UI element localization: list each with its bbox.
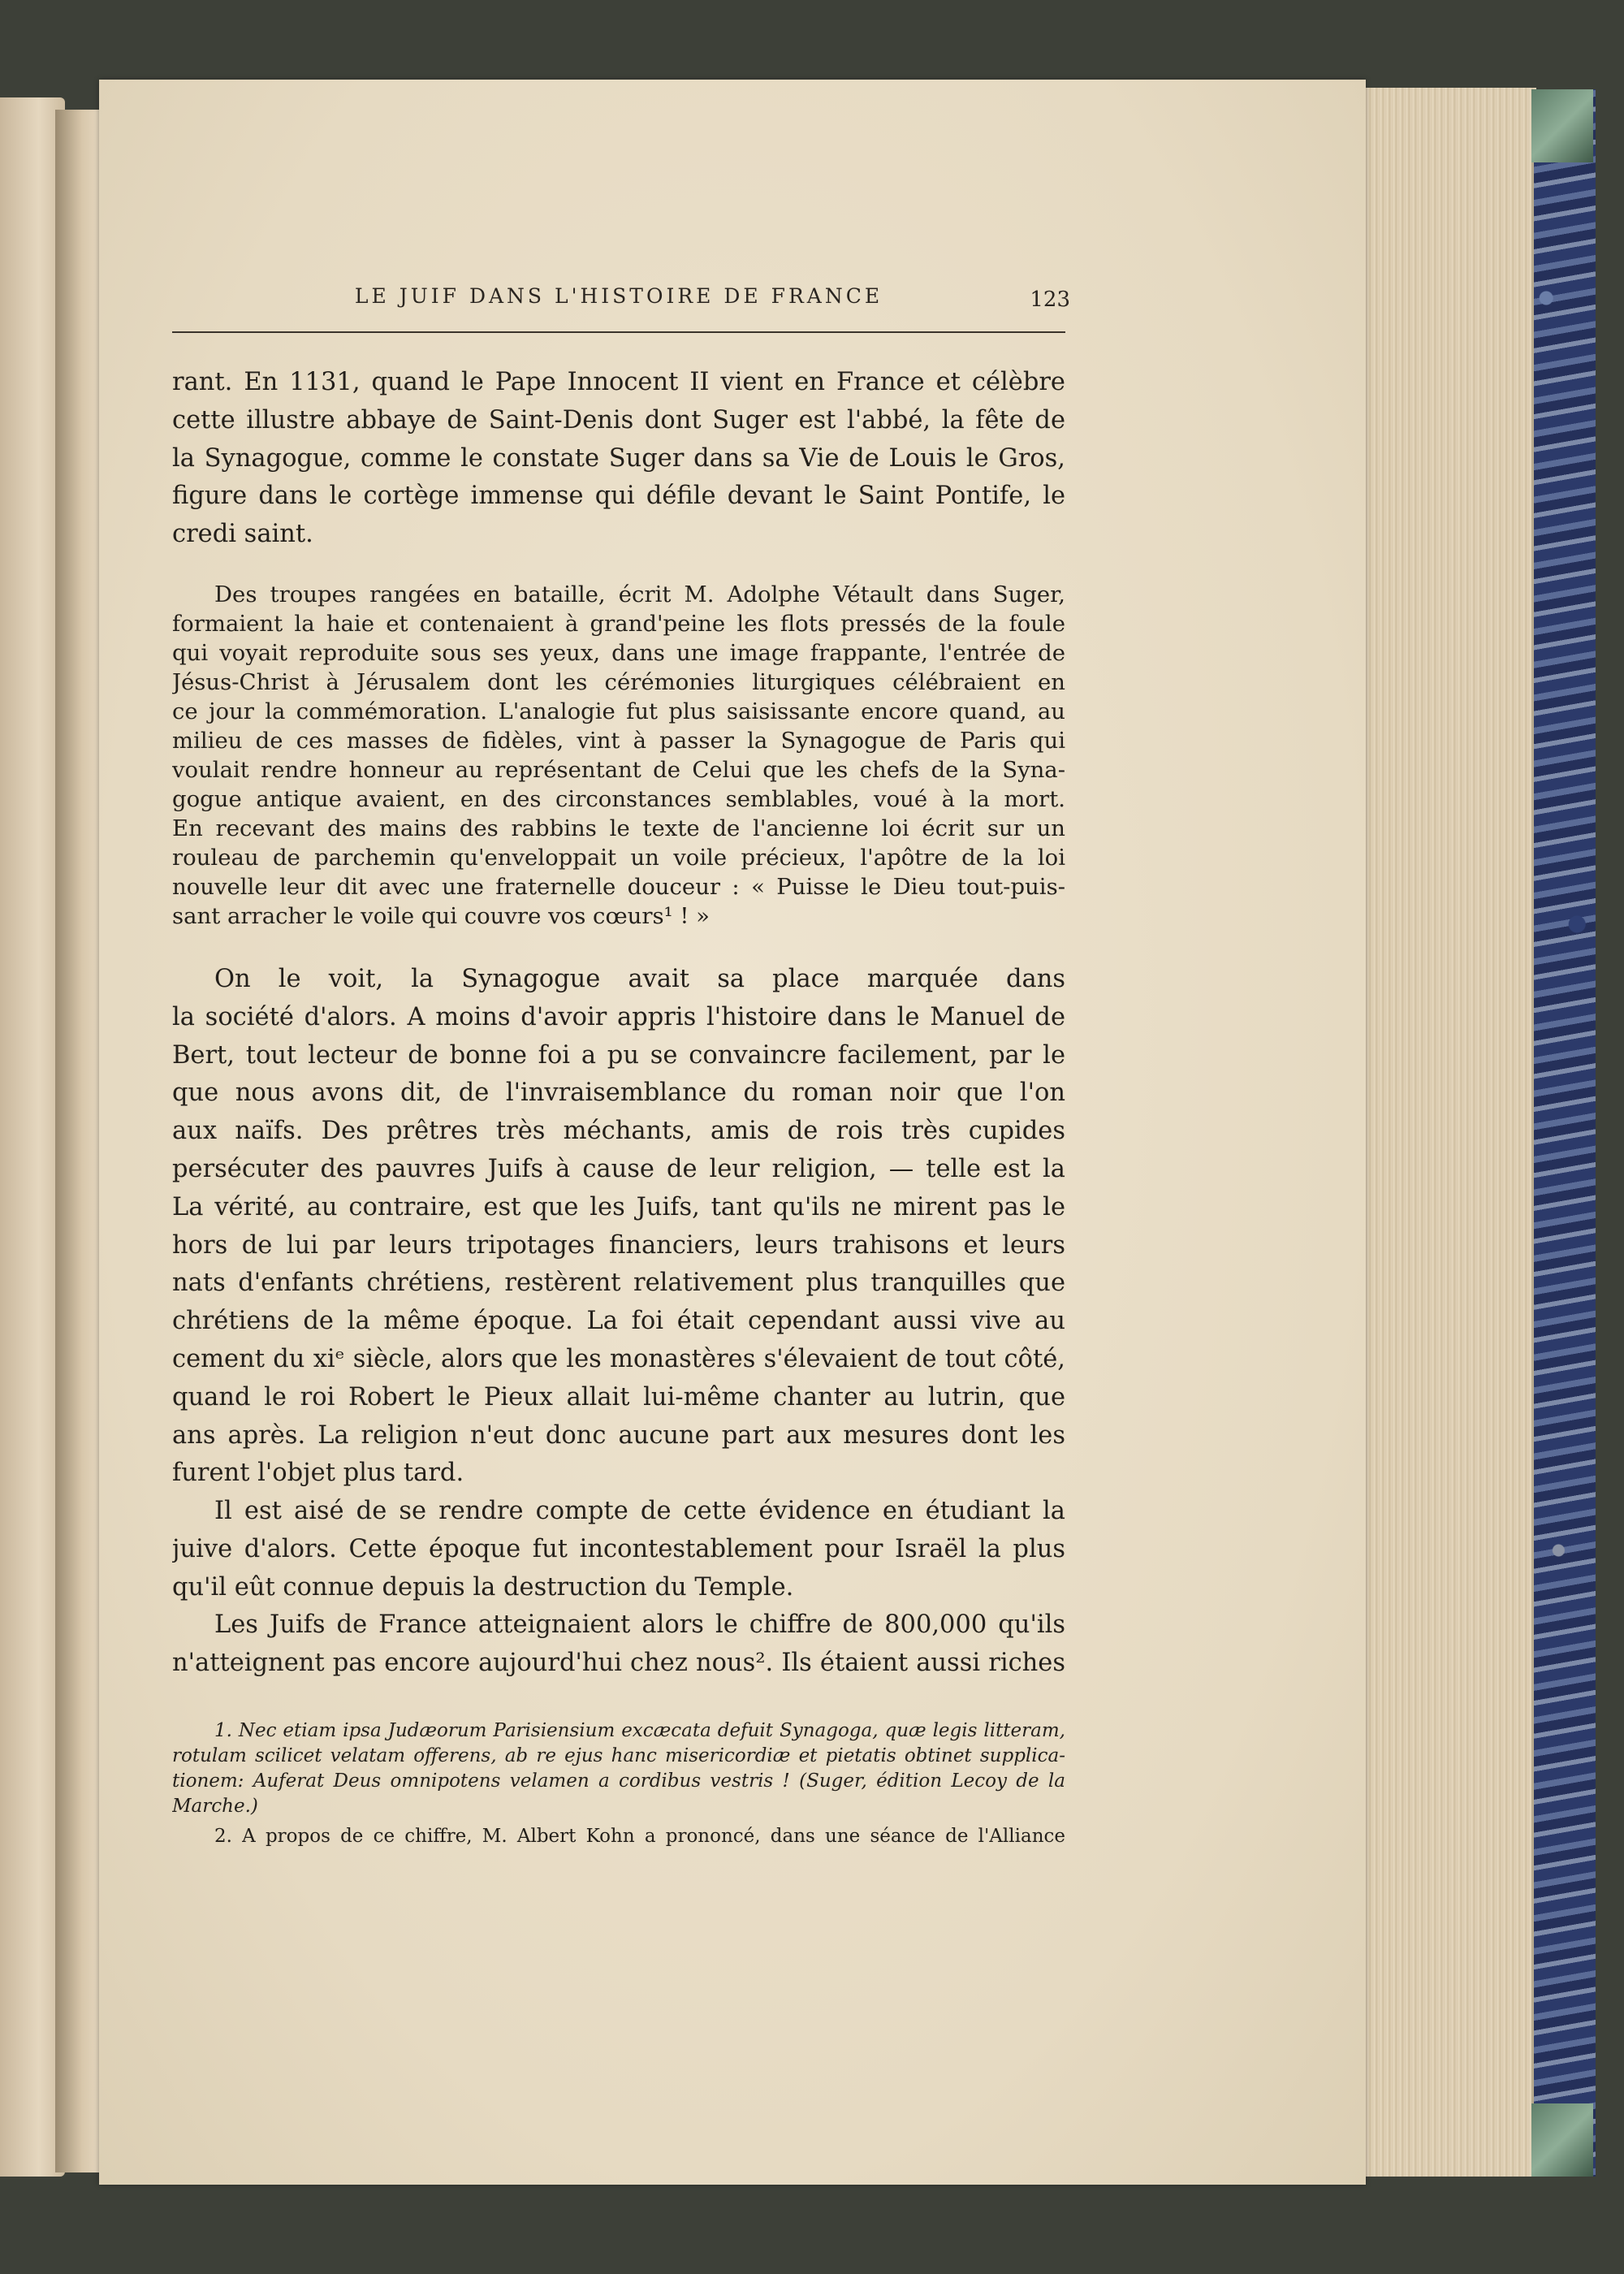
text-line: qu'il eût connue depuis la destruction du Temple. <box>172 1572 794 1602</box>
text-line: qui voyait reproduite sous ses yeux, dans une image frappante, l'entrée de <box>172 640 1065 666</box>
page-number: 123 <box>1030 287 1070 312</box>
footnote-line: Marche.) <box>172 1796 258 1817</box>
page-block-edge <box>1358 88 1536 2177</box>
text-line: voulait rendre honneur au représentant de Celui que les chefs de la Syna- <box>172 757 1065 783</box>
paragraph-3 <box>172 1493 1065 1606</box>
text-line: n'atteignent pas encore aujourd'hui chez nous². Ils étaient aussi riches <box>172 1648 1065 1677</box>
footnote-1 <box>172 1718 1065 1819</box>
text-line: Des troupes rangées en bataille, écrit M. Adolphe Vétault dans Suger, <box>214 581 1065 607</box>
text-line: aux naïfs. Des prêtres très méchants, amis de rois très cupides <box>172 1117 1065 1146</box>
text-line: milieu de ces masses de fidèles, vint à passer la Synagogue de Paris qui <box>172 728 1065 754</box>
text-line: furent l'objet plus tard. <box>172 1459 464 1488</box>
paragraph-1 <box>172 364 1065 554</box>
text-line: La vérité, au contraire, est que les Juifs, tant qu'ils ne mirent pas le <box>172 1192 1065 1221</box>
text-line: quand le roi Robert le Pieux allait lui-même chanter au lutrin, que <box>172 1382 1065 1412</box>
text-line: chrétiens de la même époque. La foi était cependant aussi vive au <box>172 1307 1065 1336</box>
running-head: LE JUIF DANS L'HISTOIRE DE FRANCE <box>354 284 883 308</box>
text-line: sant arracher le voile qui couvre vos cœurs¹ ! » <box>172 903 710 929</box>
block-quote <box>172 580 1065 931</box>
text-line: On le voit, la Synagogue avait sa place marquée dans <box>214 965 1065 993</box>
text-line: Il est aisé de se rendre compte de cette évidence en étudiant la <box>214 1497 1065 1525</box>
text-line: nats d'enfants chrétiens, restèrent relativement plus tranquilles que <box>172 1269 1065 1298</box>
footnote-line: 2. A propos de ce chiffre, M. Albert Kohn a prononcé, dans une séance de l'Alliance <box>214 1826 1065 1847</box>
text-line: Bert, tout lecteur de bonne foi a pu se convaincre facilement, par le <box>172 1040 1065 1070</box>
footnote-line: 1. Nec etiam ipsa Judæorum Parisiensium excæcata defuit Synagoga, quæ legis litteram, <box>214 1720 1065 1741</box>
text-line: ce jour la commémoration. L'analogie fut plus saisissante encore quand, au <box>172 698 1065 724</box>
text-line: la société d'alors. A moins d'avoir appris l'histoire dans le Manuel de <box>172 1002 1065 1031</box>
text-line: cette illustre abbaye de Saint-Denis dont Suger est l'abbé, la fête de <box>172 405 1065 434</box>
header-rule <box>172 331 1065 333</box>
text-line: la Synagogue, comme le constate Suger dans sa Vie de Louis le Gros, <box>172 443 1065 473</box>
text-line: rant. En 1131, quand le Pape Innocent II vient en France et célèbre <box>172 368 1065 396</box>
footnote-2 <box>172 1824 1065 1849</box>
text-line: En recevant des mains des rabbins le texte de l'ancienne loi écrit sur un <box>172 815 1065 841</box>
book-gutter <box>55 110 104 2172</box>
footnote-line: rotulam scilicet velatam offerens, ab re ejus hanc misericordiæ et pietatis obtinet supplica- <box>172 1745 1065 1766</box>
text-line: credi saint. <box>172 520 313 549</box>
text-line: que nous avons dit, de l'invraisemblance du roman noir que l'on <box>172 1079 1065 1108</box>
cover-corner-top <box>1531 89 1593 162</box>
text-line: juive d'alors. Cette époque fut incontestablement pour Israël la plus <box>172 1534 1065 1563</box>
text-line: ans après. La religion n'eut donc aucune part aux mesures dont les <box>172 1420 1065 1450</box>
text-line: nouvelle leur dit avec une fraternelle douceur : « Puisse le Dieu tout-puis- <box>172 874 1065 900</box>
text-line: persécuter des pauvres Juifs à cause de leur religion, — telle est la <box>172 1154 1065 1183</box>
text-line: formaient la haie et contenaient à grand'peine les flots pressés de la foule <box>172 611 1065 637</box>
text-line: Jésus-Christ à Jérusalem dont les cérémonies liturgiques célébraient en <box>172 669 1065 695</box>
marbled-cover <box>1531 89 1596 2177</box>
text-line: hors de lui par leurs tripotages financiers, leurs trahisons et leurs <box>172 1230 1065 1260</box>
footnote-line: tionem: Auferat Deus omnipotens velamen a cordibus vestris ! (Suger, édition Lecoy de la <box>172 1770 1065 1792</box>
text-line: cement du xiᵉ siècle, alors que les monastères s'élevaient de tout côté, <box>172 1344 1065 1373</box>
text-line: Les Juifs de France atteignaient alors le chiffre de 800,000 qu'ils <box>214 1610 1065 1639</box>
paragraph-4 <box>172 1606 1065 1683</box>
cover-corner-bottom <box>1531 2103 1593 2177</box>
text-line: rouleau de parchemin qu'enveloppait un voile précieux, l'apôtre de la loi <box>172 845 1065 871</box>
paragraph-2 <box>172 961 1065 1493</box>
text-line: gogue antique avaient, en des circonstances semblables, voué à la mort. <box>172 786 1065 812</box>
text-line: figure dans le cortège immense qui défile devant le Saint Pontife, le <box>172 482 1065 511</box>
